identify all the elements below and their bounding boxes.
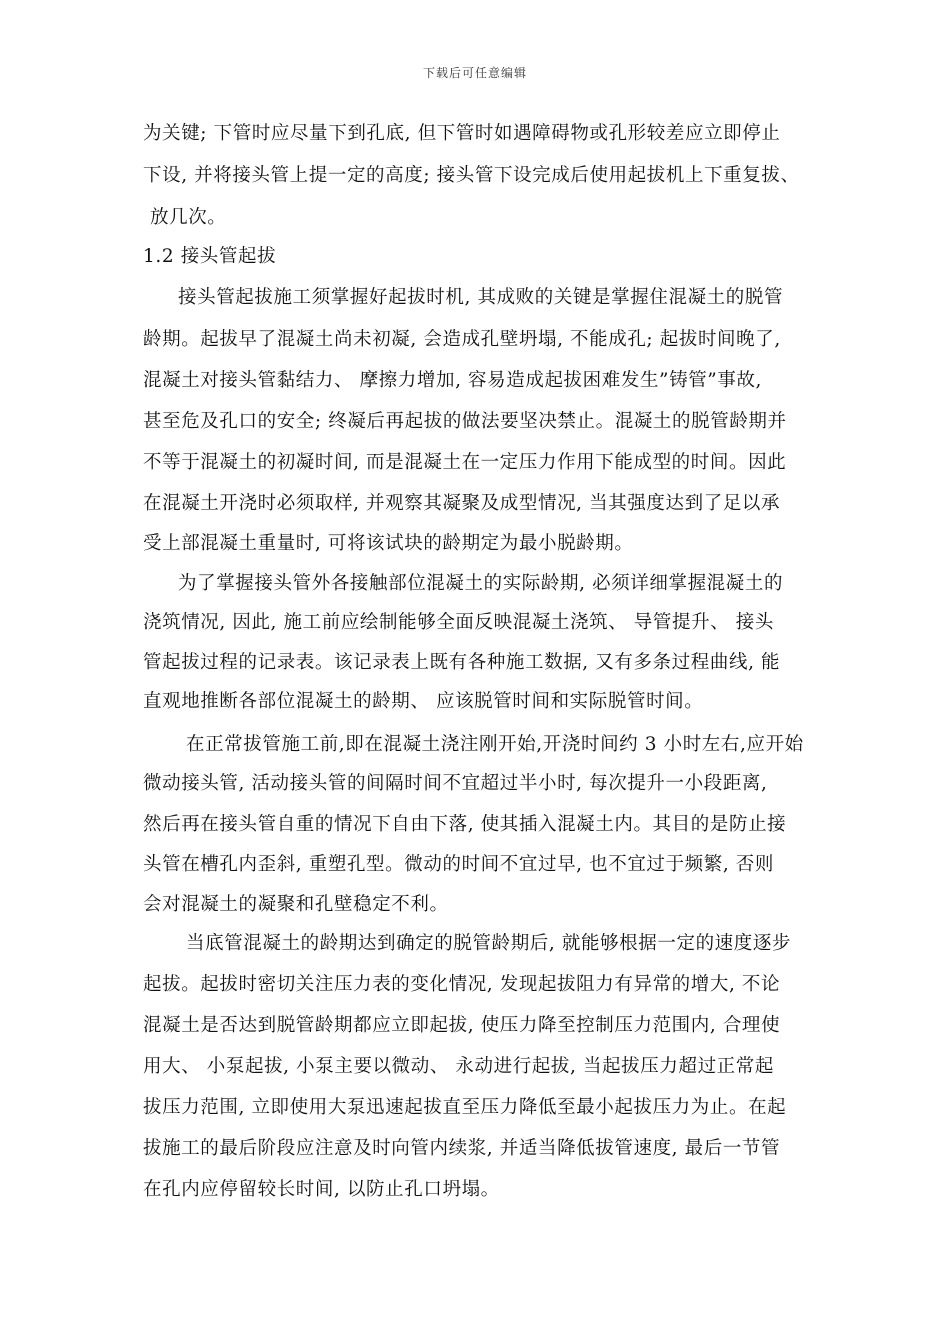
text-line: 为关键; 下管时应尽量下到孔底, 但下管时如遇障碍物或孔形较差应立即停止 bbox=[143, 123, 781, 144]
text-line: 在正常拔管施工前,即在混凝土浇注刚开始,开浇时间约 3 小时左右,应开始 bbox=[186, 734, 804, 755]
text-line: 会对混凝土的凝聚和孔壁稳定不利。 bbox=[143, 894, 449, 915]
text-line: 拔施工的最后阶段应注意及时向管内续浆, 并适当降低拔管速度, 最后一节管 bbox=[143, 1138, 781, 1159]
text-line: 受上部混凝土重量时, 可将该试块的龄期定为最小脱龄期。 bbox=[143, 533, 634, 554]
text-line: 下设, 并将接头管上提一定的高度; 接头管下设完成后使用起拔机上下重复拔、 bbox=[143, 165, 800, 186]
text-line: 放几次。 bbox=[150, 207, 227, 228]
text-line: 浇筑情况, 因此, 施工前应绘制能够全面反映混凝土浇筑、 导管提升、 接头 bbox=[143, 612, 774, 633]
text-line: 混凝土对接头管黏结力、 摩擦力增加, 容易造成起拔困难发生”铸管”事故, bbox=[143, 370, 763, 391]
text-line: 龄期。起拔早了混凝土尚未初凝, 会造成孔壁坍塌, 不能成孔; 起拔时间晚了, bbox=[143, 329, 781, 350]
text-line: 管起拔过程的记录表。该记录表上既有各种施工数据, 又有多条过程曲线, 能 bbox=[143, 652, 781, 673]
text-line: 起拔。起拔时密切关注压力表的变化情况, 发现起拔阻力有异常的增大, 不论 bbox=[143, 974, 781, 995]
section-heading: 1.2 接头管起拔 bbox=[143, 246, 277, 267]
text-line: 为了掌握接头管外各接触部位混凝土的实际龄期, 必须详细掌握混凝土的 bbox=[178, 573, 784, 594]
text-line: 混凝土是否达到脱管龄期都应立即起拔, 使压力降至控制压力范围内, 合理使 bbox=[143, 1015, 781, 1036]
text-line: 甚至危及孔口的安全; 终凝后再起拔的做法要坚决禁止。混凝土的脱管龄期并 bbox=[143, 411, 787, 432]
text-line: 然后再在接头管自重的情况下自由下落, 使其插入混凝土内。其目的是防止接 bbox=[143, 814, 787, 835]
text-line: 接头管起拔施工须掌握好起拔时机, 其成败的关键是掌握住混凝土的脱管 bbox=[178, 287, 784, 308]
text-line: 头管在槽孔内歪斜, 重塑孔型。微动的时间不宜过早, 也不宜过于频繁, 否则 bbox=[143, 854, 774, 875]
text-line: 不等于混凝土的初凝时间, 而是混凝土在一定压力作用下能成型的时间。因此 bbox=[143, 452, 787, 473]
text-line: 微动接头管, 活动接头管的间隔时间不宜超过半小时, 每次提升一小段距离, bbox=[143, 773, 768, 794]
text-line: 直观地推断各部位混凝土的龄期、 应该脱管时间和实际脱管时间。 bbox=[143, 691, 704, 712]
page-header: 下载后可任意编辑 bbox=[422, 66, 527, 80]
text-line: 在孔内应停留较长时间, 以防止孔口坍塌。 bbox=[143, 1179, 500, 1200]
text-line: 在混凝土开浇时必须取样, 并观察其凝聚及成型情况, 当其强度达到了足以承 bbox=[143, 493, 781, 514]
text-line: 拔压力范围, 立即使用大泵迅速起拔直至压力降低至最小起拔压力为止。在起 bbox=[143, 1097, 787, 1118]
text-line: 当底管混凝土的龄期达到确定的脱管龄期后, 就能够根据一定的速度逐步 bbox=[186, 933, 792, 954]
text-line: 用大、 小泵起拔, 小泵主要以微动、 永动进行起拔, 当起拔压力超过正常起 bbox=[143, 1056, 774, 1077]
